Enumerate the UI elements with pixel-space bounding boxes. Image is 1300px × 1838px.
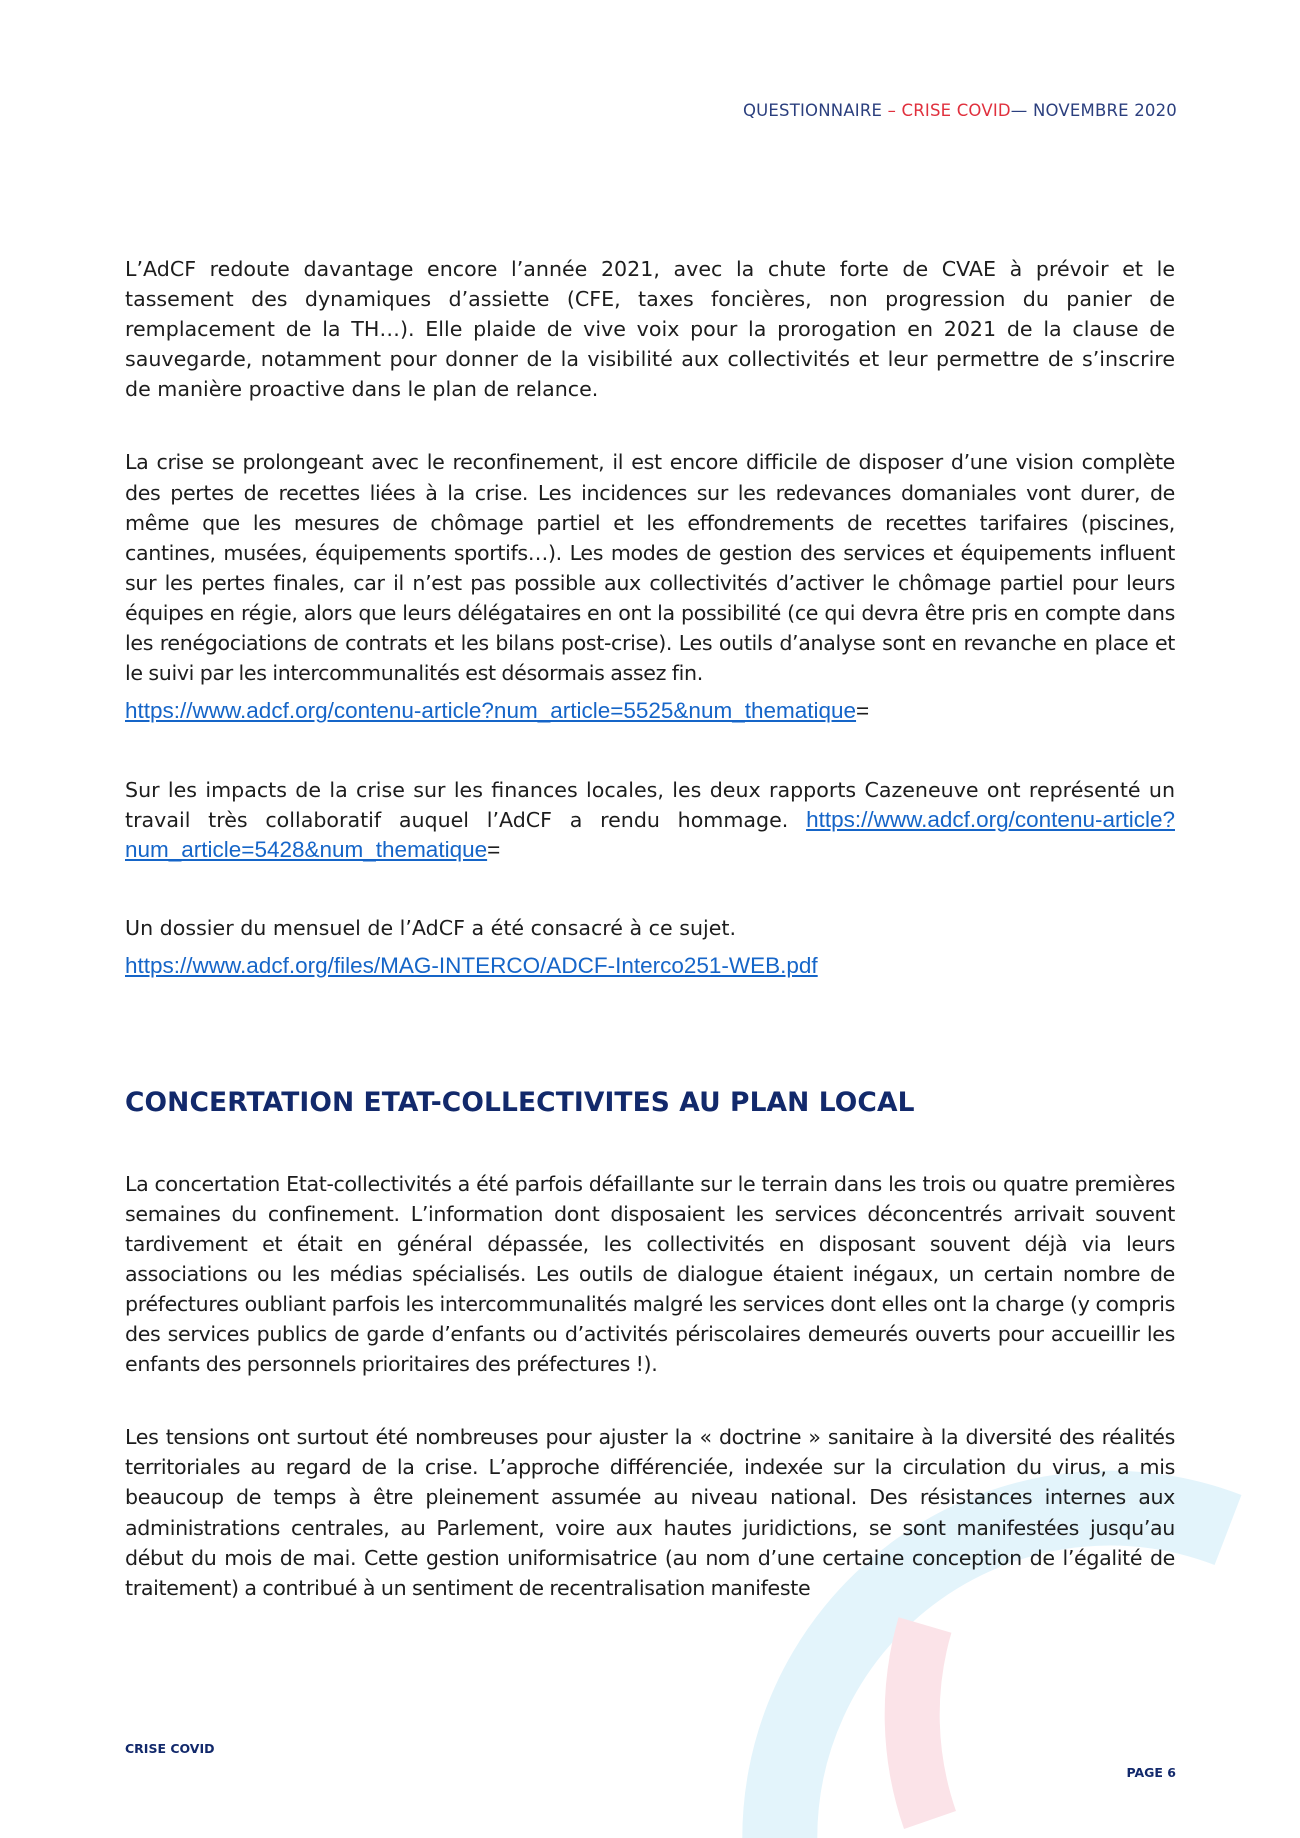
header-dash: — bbox=[1010, 101, 1033, 120]
header-crise-covid: CRISE COVID bbox=[901, 101, 1011, 120]
paragraph-adcf-2021: L’AdCF redoute davantage encore l’année 2021, avec la chute forte de CVAE à prévoir et le tassement des dynamiques d’assiette (CFE, taxes foncières, non progression du panier de remplacement de la TH…). Elle plaide de vive voix pour la prorogation en 2021 de la clause de sauvegarde, notamment pour donner de la visibilité aux collectivités et leur permettre de s’inscrire de manière proactive dans le plan de relance. bbox=[125, 257, 1175, 402]
link-article-5428[interactable]: https://www.adcf.org/contenu-article?num_article=5428&num_thematique bbox=[125, 807, 1175, 863]
link-interco-pdf[interactable]: https://www.adcf.org/files/MAG-INTERCO/ADCF-Interco251-WEB.pdf bbox=[125, 952, 818, 978]
paragraph-cazeneuve-text: Sur les impacts de la crise sur les finances locales, les deux rapports Cazeneuve ont représenté un travail très collaboratif auquel l’AdCF a rendu hommage. bbox=[125, 778, 1175, 833]
link-article-5525[interactable]: https://www.adcf.org/contenu-article?num_article=5525&num_thematique bbox=[125, 698, 857, 724]
paragraph-concertation: La concertation Etat-collectivités a été parfois défaillante sur le terrain dans les trois ou quatre premières semaines du confinement. L’information dont disposaient les services déconcentrés arrivait souvent tardivement et était en général dépassée, les collectivités en disposant souvent déjà via leurs associations ou les médias spécialisés. Les outils de dialogue étaient inégaux, un certain nombre de préfectures oubliant parfois les intercommunalités malgré les services dont elles ont la charge (y compris des services publics de garde d’enfants ou d’activités périscolaires demeurés ouverts pour accueillir les enfants des personnels prioritaires des préfectures !). bbox=[125, 1171, 1175, 1377]
header-date: NOVEMBRE 2020 bbox=[1032, 101, 1177, 120]
paragraph-cazeneuve bbox=[125, 775, 1175, 865]
paragraph-reconfinement: La crise se prolongeant avec le reconfinement, il est encore difficile de disposer d’une vision complète des pertes de recettes liées à la crise. Les incidences sur les redevances domaniales vont durer, de même que les mesures de chômage partiel et les effondrements de recettes tarifaires (piscines, cantines, musées, équipements sportifs…). Les modes de gestion des services et équipements influent sur les pertes finales, car il n’est pas possible aux collectivités d’activer le chômage partiel pour leurs équipes en régie, alors que leurs délégataires en ont la possibilité (ce qui devra être pris en compte dans les renégociations de contrats et les bilans post-crise). Les outils d’analyse sont en revanche en place et le suivi par les intercommunalités est désormais assez fin. bbox=[125, 450, 1175, 686]
header-questionnaire: QUESTIONNAIRE bbox=[742, 101, 883, 120]
page-content bbox=[125, 254, 1175, 1603]
link-suffix: = bbox=[487, 837, 501, 863]
section-heading: CONCERTATION ETAT-COLLECTIVITES AU PLAN LOCAL bbox=[125, 1086, 915, 1118]
running-header bbox=[743, 101, 1177, 120]
link-line-1 bbox=[125, 696, 1175, 728]
link-suffix: = bbox=[856, 698, 870, 724]
paragraph-tensions: Les tensions ont surtout été nombreuses pour ajuster la « doctrine » sanitaire à la diversité des réalités territoriales au regard de la crise. L’approche différenciée, indexée sur la circulation du virus, a mis beaucoup de temps à être pleinement assumée au niveau national. Des résistances internes aux administrations centrales, au Parlement, voire aux hautes juridictions, se sont manifestées jusqu’au début du mois de mai. Cette gestion uniformisatrice (au nom d’une certaine conception de l’égalité de traitement) a contribué à un sentiment de recentralisation manifeste bbox=[125, 1425, 1175, 1600]
paragraph-dossier: Un dossier du mensuel de l’AdCF a été consacré à ce sujet. bbox=[125, 915, 737, 940]
decorative-pink-arc bbox=[912, 1625, 930, 1820]
page-number: PAGE 6 bbox=[1126, 1765, 1176, 1780]
header-separator: – bbox=[882, 101, 902, 120]
link-line-3 bbox=[125, 951, 1175, 983]
footer-section-label: CRISE COVID bbox=[125, 1741, 215, 1756]
